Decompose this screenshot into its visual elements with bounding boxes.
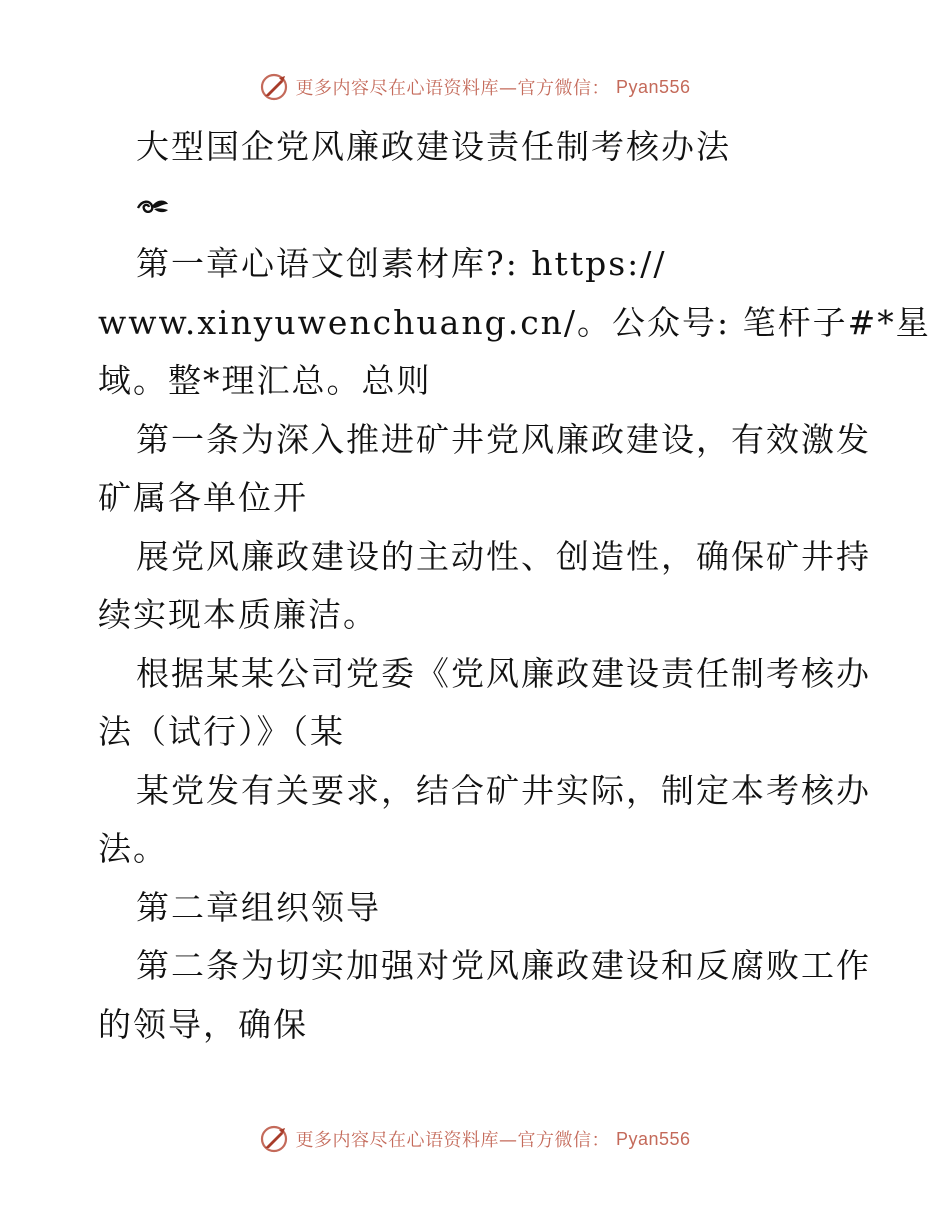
chapter-1-heading: 第一章心语文创素材库?: https://	[136, 244, 667, 283]
chapter-2-heading: 第二章组织领导	[136, 887, 381, 927]
paragraph-line: 根据某某公司党委《党风廉政建设责任制考核办	[136, 653, 871, 693]
watermark-text: 更多内容尽在心语资料库—官方微信：	[295, 1130, 610, 1151]
paragraph-line: www.xinyuwenchuang.cn/。公众号: 笔杆子#*星	[98, 302, 931, 342]
paragraph-line: 矿属各单位开	[98, 478, 308, 517]
article-2-line: 第二条为切实加强对党风廉政建设和反腐败工作	[136, 946, 871, 985]
header-watermark	[0, 72, 950, 102]
footer-watermark	[0, 1124, 950, 1154]
article-1-line: 第一条为深入推进矿井党风廉政建设，有效激发	[136, 419, 871, 459]
quill-logo-icon	[259, 1124, 289, 1154]
paragraph-line: 的领导，确保	[98, 1004, 308, 1044]
document-body	[98, 118, 931, 1054]
watermark-id: Pyan556	[615, 76, 691, 97]
watermark-id: Pyan556	[615, 1128, 691, 1149]
paragraph-line: 展党风廉政建设的主动性、创造性，确保矿井持	[136, 536, 871, 576]
leaf-ornament-icon	[136, 194, 170, 218]
quill-logo-icon	[259, 72, 289, 102]
document-title: 大型国企党风廉政建设责任制考核办法	[136, 127, 731, 166]
ornament-row	[98, 177, 856, 236]
paragraph-line: 续实现本质廉洁。	[98, 595, 378, 634]
paragraph-line: 法。	[98, 829, 168, 868]
paragraph-line: 法（试行）》（某	[98, 712, 345, 751]
paragraph-line: 某党发有关要求，结合矿井实际，制定本考核办	[136, 770, 871, 810]
paragraph-line: 域。整*理汇总。总则	[98, 361, 432, 400]
watermark-text: 更多内容尽在心语资料库—官方微信：	[295, 78, 610, 99]
